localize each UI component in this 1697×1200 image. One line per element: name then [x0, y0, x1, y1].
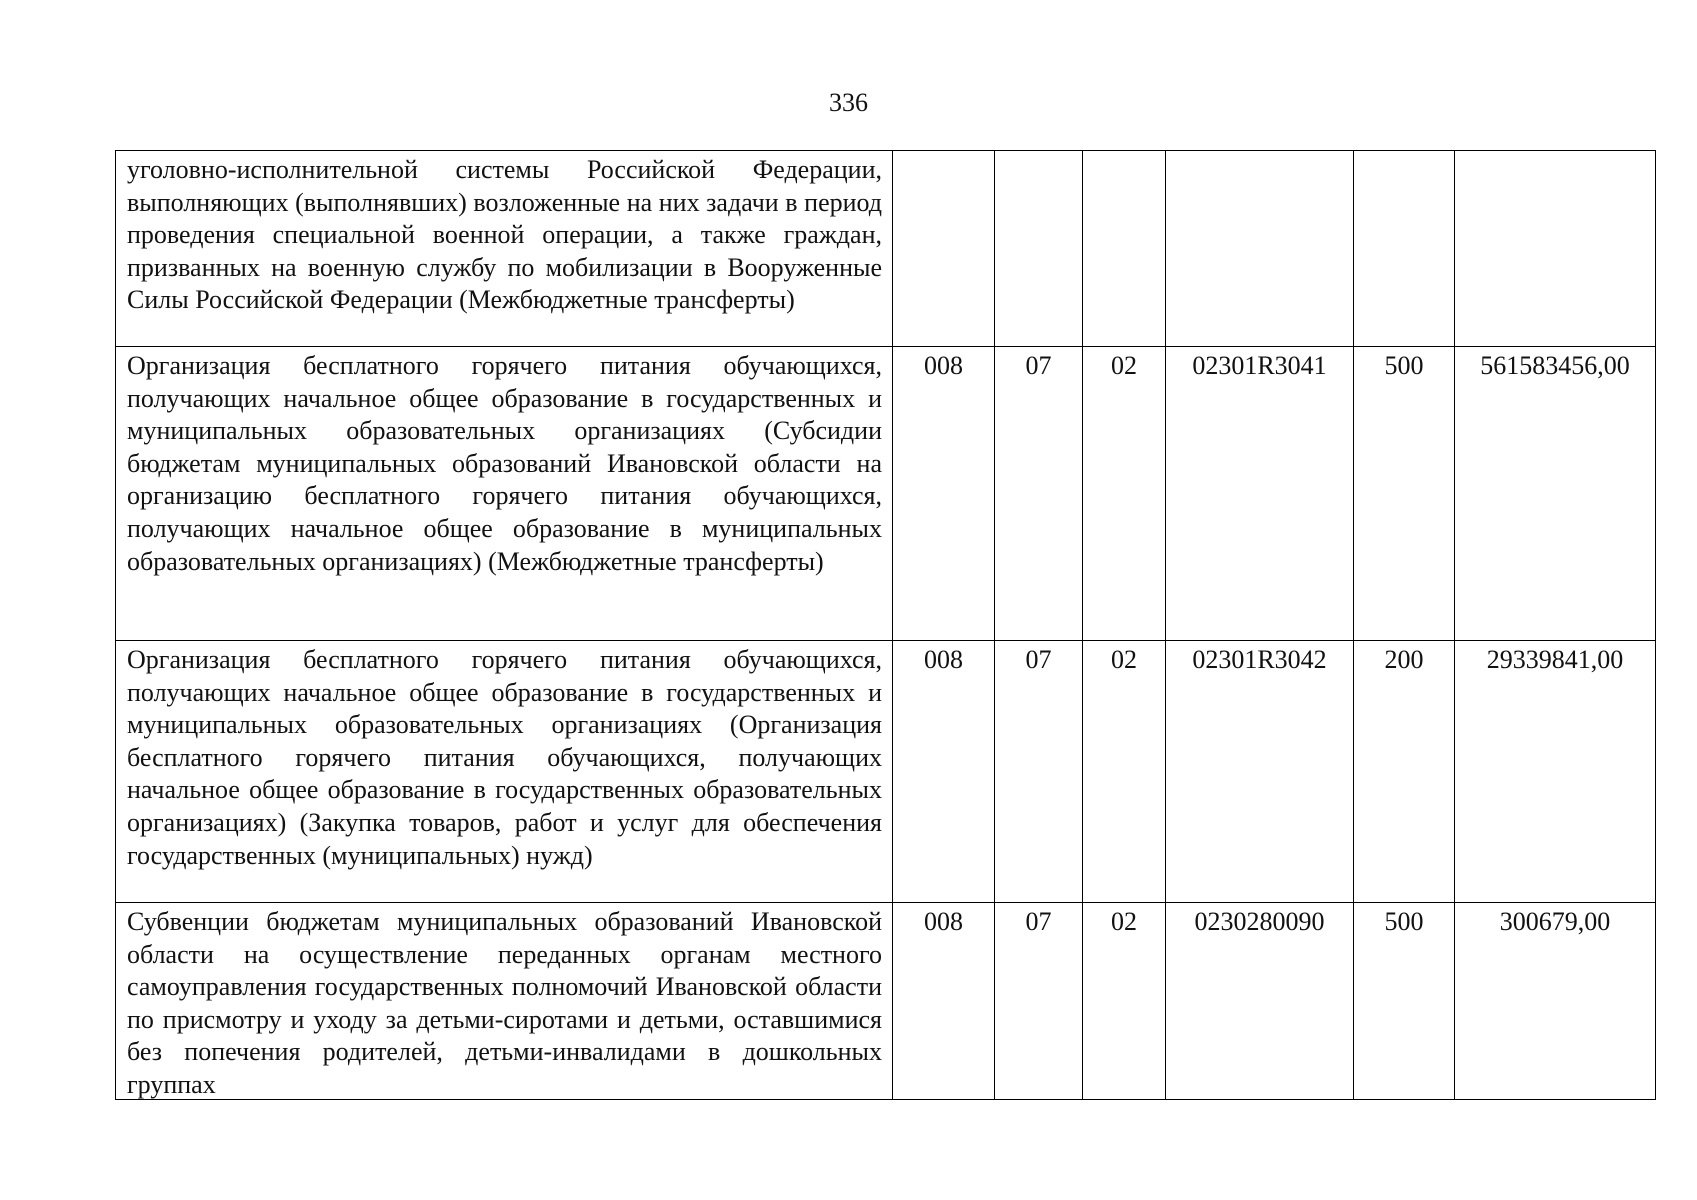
amount	[1455, 151, 1656, 347]
row-description: Организация бесплатного горячего питания обучающихся, получающих начальное общее образование в государственных и муниципальных образовательных организациях (Организация бесплатного горячего питания обучающихся, получающих начальное общее образование в государственных образовательных организациях) (Закупка товаров, работ и услуг для обеспечения государственных (муниципальных) нужд)	[116, 641, 893, 903]
target-article-code: 0230280090	[1166, 903, 1354, 1100]
amount: 300679,00	[1455, 903, 1656, 1100]
subsection-code: 02	[1083, 903, 1166, 1100]
amount: 561583456,00	[1455, 347, 1656, 641]
page-number: 336	[829, 88, 868, 117]
table-row	[116, 151, 1656, 347]
table-row	[116, 641, 1656, 903]
subsection-code: 02	[1083, 641, 1166, 903]
ministry-code: 008	[893, 903, 995, 1100]
target-article-code: 02301R3041	[1166, 347, 1354, 641]
row-description: уголовно-исполнительной системы Российской Федерации, выполняющих (выполнявших) возложенные на них задачи в период проведения специальной военной операции, а также граждан, призванных на военную службу по мобилизации в Вооруженные Силы Российской Федерации (Межбюджетные трансферты)	[116, 151, 893, 347]
ministry-code: 008	[893, 347, 995, 641]
expense-type-code: 200	[1354, 641, 1455, 903]
budget-table	[115, 150, 1656, 1100]
row-description-cell	[116, 903, 893, 1100]
target-article-code: 02301R3042	[1166, 641, 1354, 903]
section-code: 07	[995, 347, 1083, 641]
target-article-code	[1166, 151, 1354, 347]
expense-type-code	[1354, 151, 1455, 347]
table-row	[116, 347, 1656, 641]
expense-type-code: 500	[1354, 903, 1455, 1100]
amount: 29339841,00	[1455, 641, 1656, 903]
subsection-code	[1083, 151, 1166, 347]
ministry-code	[893, 151, 995, 347]
row-description: Организация бесплатного горячего питания обучающихся, получающих начальное общее образование в государственных и муниципальных образовательных организациях (Субсидии бюджетам муниципальных образований Ивановской области на организацию бесплатного горячего питания обучающихся, получающих начальное общее образование в муниципальных образовательных организациях) (Межбюджетные трансферты)	[116, 347, 893, 641]
ministry-code: 008	[893, 641, 995, 903]
row-description: Субвенции бюджетам муниципальных образований Ивановской области на осуществление переданных органам местного самоуправления государственных полномочий Ивановской области по присмотру и уходу за детьми-сиротами и детьми, оставшимися без попечения родителей, детьми-инвалидами в дошкольных группах	[127, 907, 882, 1099]
expense-type-code: 500	[1354, 347, 1455, 641]
section-code	[995, 151, 1083, 347]
section-code: 07	[995, 641, 1083, 903]
table-row	[116, 903, 1656, 1100]
subsection-code: 02	[1083, 347, 1166, 641]
section-code: 07	[995, 903, 1083, 1100]
